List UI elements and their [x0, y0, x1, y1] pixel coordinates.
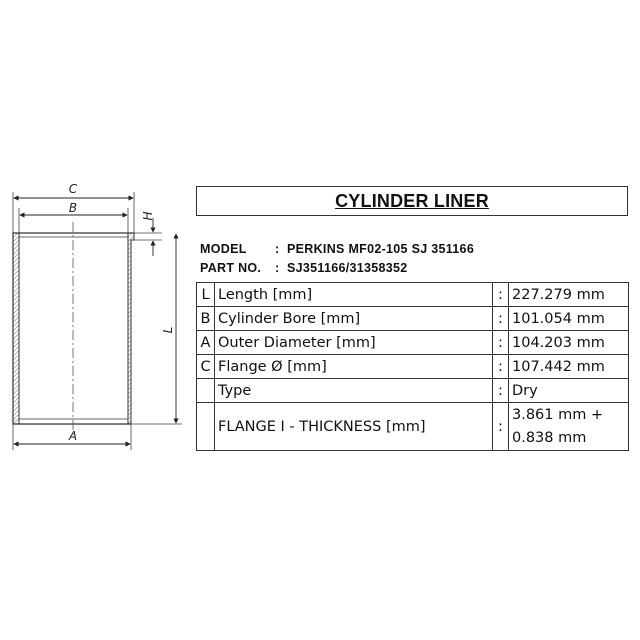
spec-row-outer-diameter	[197, 331, 629, 355]
title-box	[196, 186, 628, 216]
dimension-l	[161, 234, 176, 423]
spec-row-flange-thickness	[197, 403, 629, 451]
spec-key: L	[197, 283, 215, 307]
spec-separator: :	[493, 379, 509, 403]
part-number-value: SJ351166/31358352	[287, 261, 408, 275]
spec-name: Length [mm]	[215, 283, 493, 307]
dimension-a-label: A	[68, 429, 78, 443]
dimension-c	[14, 182, 133, 198]
model-row	[200, 242, 474, 256]
liner-body	[13, 233, 134, 424]
spec-key	[197, 403, 215, 451]
extension-lines	[13, 192, 182, 450]
spec-key: B	[197, 307, 215, 331]
spec-key	[197, 379, 215, 403]
dimension-l-label: L	[161, 326, 175, 334]
dimension-c-label: C	[68, 182, 78, 196]
dimension-b-label: B	[68, 201, 78, 215]
dimension-b	[20, 201, 127, 215]
spec-key: A	[197, 331, 215, 355]
spec-separator: :	[493, 331, 509, 355]
spec-value-line-1: 3.861 mm +	[512, 406, 604, 423]
spec-value: 101.054 mm	[509, 307, 629, 331]
spec-row-type	[197, 379, 629, 403]
dimension-h	[141, 211, 155, 256]
part-number-label: PART NO.	[200, 261, 262, 275]
part-number-row	[200, 261, 408, 275]
spec-row-length	[197, 283, 629, 307]
cylinder-liner-drawing	[0, 0, 200, 640]
spec-separator: :	[493, 403, 509, 451]
spec-value: Dry	[509, 379, 629, 403]
model-label: MODEL	[200, 242, 247, 256]
spec-value: 107.442 mm	[509, 355, 629, 379]
model-value: PERKINS MF02-105 SJ 351166	[287, 242, 475, 256]
spec-name: FLANGE I - THICKNESS [mm]	[215, 403, 493, 451]
spec-row-cylinder-bore	[197, 307, 629, 331]
spec-value: 104.203 mm	[509, 331, 629, 355]
spec-value: 227.279 mm	[509, 283, 629, 307]
page-title: CYLINDER LINER	[335, 190, 489, 211]
spec-name: Flange Ø [mm]	[215, 355, 493, 379]
model-separator: :	[275, 242, 280, 256]
specs-table	[196, 282, 629, 451]
dimension-a	[14, 429, 130, 444]
spec-separator: :	[493, 355, 509, 379]
spec-name: Cylinder Bore [mm]	[215, 307, 493, 331]
spec-value-line-2: 0.838 mm	[512, 429, 587, 446]
spec-row-flange-diameter	[197, 355, 629, 379]
spec-name: Type	[215, 379, 493, 403]
spec-name: Outer Diameter [mm]	[215, 331, 493, 355]
part-number-separator: :	[275, 261, 280, 275]
dimension-h-label: H	[141, 211, 155, 221]
spec-value	[509, 403, 629, 451]
spec-key: C	[197, 355, 215, 379]
spec-separator: :	[493, 307, 509, 331]
spec-separator: :	[493, 283, 509, 307]
